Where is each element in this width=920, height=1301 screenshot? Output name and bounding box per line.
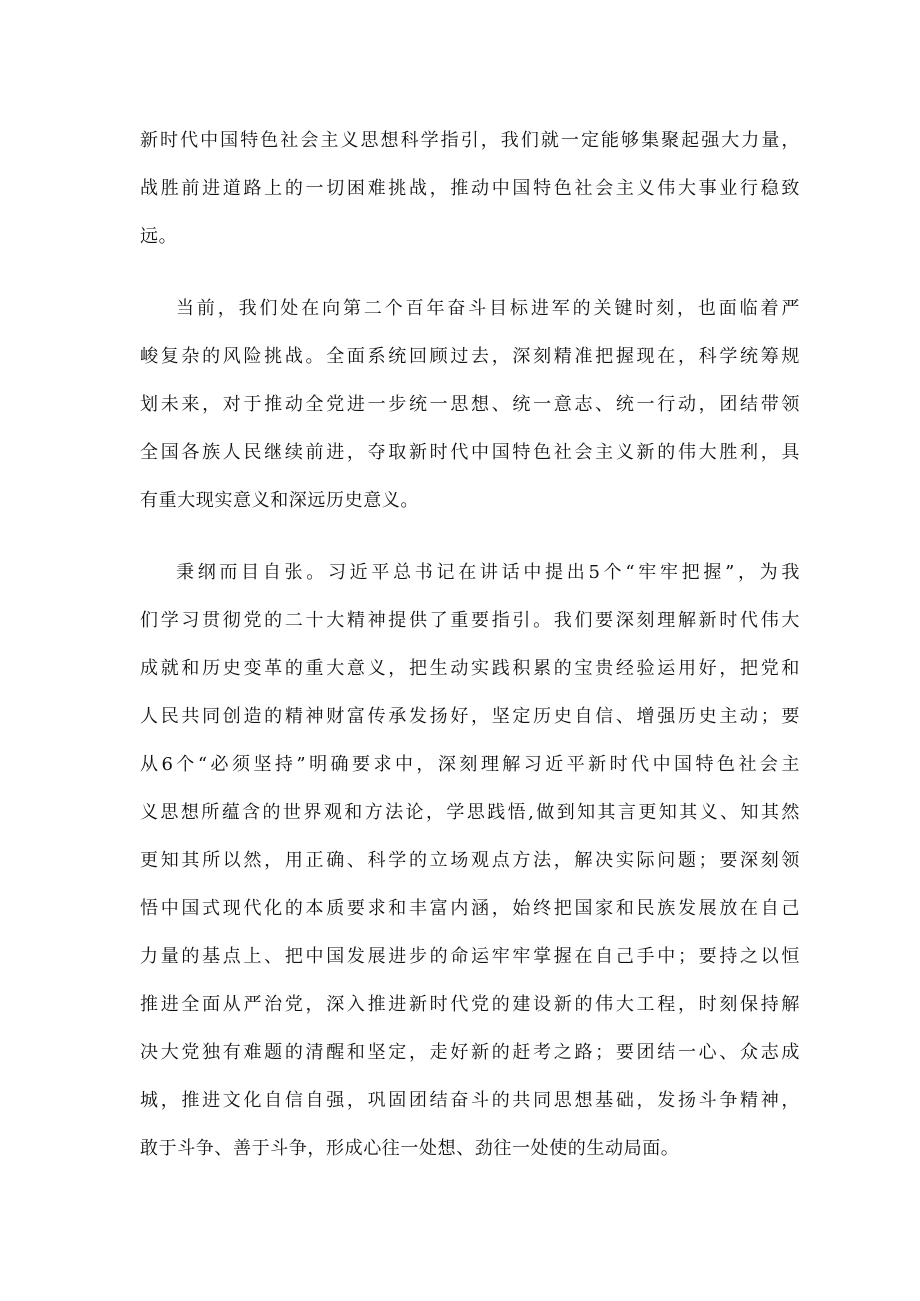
- paragraph-1-line-1: 新时代中国特色社会主义思想科学指引，我们就一定能够集聚起强大力量，: [140, 130, 800, 151]
- paragraph-2-line-3: 划未来，对于推动全党进一步统一思想、统一意志、统一行动，团结带领: [140, 394, 800, 415]
- paragraph-3-line-4: 人民共同创造的精神财富传承发扬好，坚定历史自信、增强历史主动；要: [140, 706, 800, 727]
- paragraph-2-line-1: 当前，我们处在向第二个百年奋斗目标进军的关键时刻，也面临着严: [176, 298, 800, 319]
- paragraph-2-line-2: 峻复杂的风险挑战。全面系统回顾过去，深刻精准把握现在，科学统筹规: [140, 346, 800, 367]
- paragraph-3-line-3: 成就和历史变革的重大意义，把生动实践积累的宝贵经验运用好，把党和: [140, 658, 800, 679]
- paragraph-1-line-2: 战胜前进道路上的一切困难挑战，推动中国特色社会主义伟大事业行稳致: [140, 178, 800, 199]
- document-body: [140, 117, 800, 1173]
- paragraph-3-line-1: 秉纲而目自张。习近平总书记在讲话中提出5个“牢牢把握”，为我: [176, 562, 800, 583]
- paragraph-3-line-9: 力量的基点上、把中国发展进步的命运牢牢掌握在自己手中；要持之以恒: [140, 946, 800, 967]
- paragraph-3-line-7: 更知其所以然，用正确、科学的立场观点方法，解决实际问题；要深刻领: [140, 850, 800, 871]
- paragraph-3-line-12: 城，推进文化自信自强，巩固团结奋斗的共同思想基础，发扬斗争精神，: [140, 1090, 800, 1111]
- paragraph-2-line-5: 有重大现实意义和深远历史意义。: [140, 490, 419, 511]
- paragraph-spacer: [140, 261, 800, 285]
- paragraph-3-line-5: 从6个“必须坚持”明确要求中，深刻理解习近平新时代中国特色社会主: [140, 754, 800, 775]
- paragraph-3-line-2: 们学习贯彻党的二十大精神提供了重要指引。我们要深刻理解新时代伟大: [140, 610, 800, 631]
- paragraph-3-line-10: 推进全面从严治党，深入推进新时代党的建设新的伟大工程，时刻保持解: [140, 994, 800, 1015]
- paragraph-3-line-6: 义思想所蕴含的世界观和方法论，学思践悟,做到知其言更知其义、知其然: [140, 802, 800, 823]
- paragraph-3-line-8: 悟中国式现代化的本质要求和丰富内涵，始终把国家和民族发展放在自己: [140, 898, 800, 919]
- paragraph-spacer: [140, 525, 800, 549]
- paragraph-1-line-3: 远。: [140, 226, 178, 247]
- paragraph-3-line-13: 敢于斗争、善于斗争，形成心往一处想、劲往一处使的生动局面。: [140, 1138, 680, 1159]
- paragraph-2-line-4: 全国各族人民继续前进，夺取新时代中国特色社会主义新的伟大胜利，具: [140, 442, 800, 463]
- paragraph-3-line-11: 决大党独有难题的清醒和坚定，走好新的赶考之路；要团结一心、众志成: [140, 1042, 800, 1063]
